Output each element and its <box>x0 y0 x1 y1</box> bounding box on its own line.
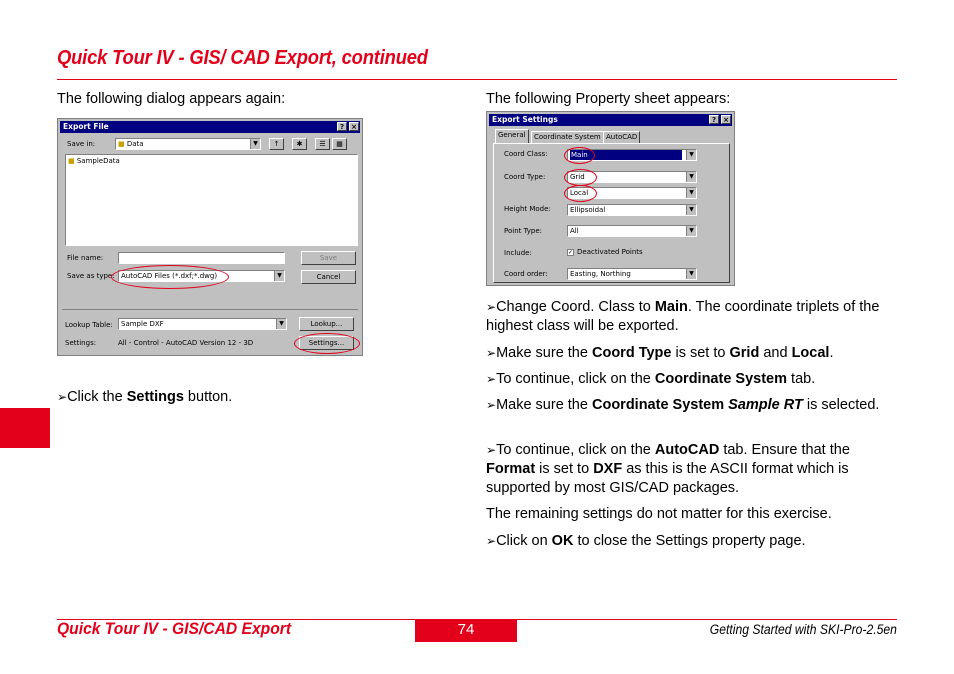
chevron-down-icon: ▼ <box>686 188 696 198</box>
step-text: is selected. <box>802 397 880 413</box>
footer-doc-title: Getting Started with SKI-Pro-2.5en <box>709 622 897 637</box>
tab-coordinate-system[interactable]: Coordinate System <box>531 131 604 143</box>
page-number: 74 <box>415 620 517 642</box>
save-in-value: Data <box>126 140 144 148</box>
chevron-down-icon: ▼ <box>686 226 696 236</box>
step-text: as this is the ASCII format which is supported by most GIS/CAD packages. <box>486 461 849 496</box>
settings-value: All - Control - AutoCAD Version 12 - 3D <box>118 339 254 347</box>
folder-icon: ■ <box>118 140 125 148</box>
chevron-down-icon: ▼ <box>686 205 696 215</box>
export-dialog-titlebar <box>60 121 360 133</box>
step-text: to close the Settings property page. <box>573 533 806 549</box>
step-bold: Coord Type <box>591 345 672 361</box>
file-list[interactable] <box>65 154 358 246</box>
arrow-bullet-icon: ➢ <box>486 372 497 386</box>
details-view-icon[interactable]: ▦ <box>332 138 347 150</box>
step-text: Click the <box>67 389 127 405</box>
page-title: Quick Tour IV - GIS/ CAD Export, continued <box>57 47 428 69</box>
step-text: Make sure the <box>496 397 592 413</box>
step-text: button. <box>183 389 233 405</box>
step-text: is set to <box>535 461 594 477</box>
export-settings-dialog <box>486 111 735 286</box>
lookup-label: Lookup Table: <box>65 321 113 329</box>
settings-dialog-title: Export Settings <box>492 115 558 124</box>
checkmark-icon: ✓ <box>568 248 574 256</box>
coord-type-label: Coord Type: <box>504 173 546 181</box>
step-5 <box>486 441 901 498</box>
arrow-bullet-icon: ➢ <box>486 443 497 457</box>
arrow-bullet-icon: ➢ <box>486 300 497 314</box>
list-view-icon[interactable]: ☰ <box>315 138 330 150</box>
file-name-label: File name: <box>67 254 104 262</box>
list-item[interactable]: SampleData <box>76 157 120 165</box>
step-bold: Local <box>791 345 830 361</box>
step-bold: Format <box>486 461 536 477</box>
arrow-bullet-icon: ➢ <box>486 534 497 548</box>
step-3 <box>486 370 901 389</box>
step-bold: OK <box>551 533 574 549</box>
step-bold: DXF <box>593 461 623 477</box>
step-text: To continue, click on the <box>496 442 655 458</box>
right-intro: The following Property sheet appears: <box>486 91 731 107</box>
coord-class-value: Main <box>570 150 682 160</box>
save-in-select[interactable] <box>115 138 261 150</box>
arrow-bullet-icon: ➢ <box>486 346 497 360</box>
coord-order-select[interactable] <box>567 268 697 280</box>
save-type-label: Save as type: <box>67 272 115 280</box>
include-value: Deactivated Points <box>577 248 643 256</box>
footer-section-title: Quick Tour IV - GIS/CAD Export <box>57 619 292 638</box>
step-1 <box>486 298 901 336</box>
height-mode-select[interactable] <box>567 204 697 216</box>
step-text: Click on <box>496 533 552 549</box>
step-text: is set to <box>671 345 730 361</box>
help-button[interactable]: ? <box>709 115 719 124</box>
chevron-down-icon: ▼ <box>276 319 286 329</box>
point-type-select[interactable] <box>567 225 697 237</box>
settings-label: Settings: <box>65 339 97 347</box>
chevron-down-icon: ▼ <box>686 150 696 160</box>
save-button[interactable]: Save <box>301 251 356 265</box>
chevron-down-icon: ▼ <box>686 269 696 279</box>
step-text: To continue, click on the <box>496 371 655 387</box>
coord-system-select[interactable] <box>567 187 697 199</box>
deactivated-points-checkbox[interactable] <box>567 248 643 256</box>
step-bold: Coordinate System <box>654 371 788 387</box>
include-label: Include: <box>504 249 532 257</box>
step-text: Make sure the <box>496 345 592 361</box>
step-bold: Coordinate System <box>591 397 729 413</box>
close-button[interactable]: × <box>721 115 731 124</box>
step-bold: Grid <box>729 345 760 361</box>
save-type-value: AutoCAD Files (*.dxf;*.dwg) <box>121 272 218 280</box>
tab-autocad[interactable]: AutoCAD <box>603 131 640 143</box>
export-file-dialog <box>57 118 363 356</box>
up-folder-icon[interactable]: ↑ <box>269 138 284 150</box>
divider <box>62 309 358 310</box>
new-folder-icon[interactable]: ✱ <box>292 138 307 150</box>
step-text: and <box>759 345 792 361</box>
step-bold: Main <box>654 299 688 315</box>
coord-type-select[interactable] <box>567 171 697 183</box>
left-intro: The following dialog appears again: <box>57 91 286 107</box>
lookup-value: Sample DXF <box>121 320 164 328</box>
coord-type-value: Grid <box>570 173 585 181</box>
coord-order-value: Easting, Northing <box>570 270 631 278</box>
title-divider <box>57 79 897 80</box>
step-bold: Settings <box>126 389 184 405</box>
step-2 <box>486 344 901 363</box>
folder-icon: ■ <box>68 157 75 165</box>
step-text: . <box>829 345 834 361</box>
chevron-down-icon: ▼ <box>274 271 284 281</box>
coord-class-label: Coord Class: <box>504 150 548 158</box>
help-button[interactable]: ? <box>337 122 347 131</box>
coord-order-label: Coord order: <box>504 270 548 278</box>
file-name-input[interactable] <box>118 252 285 264</box>
height-mode-value: Ellipsoidal <box>570 206 606 214</box>
step-text: The remaining settings do not matter for this exercise. <box>486 506 832 522</box>
close-button[interactable]: × <box>349 122 359 131</box>
step-text: Change Coord. Class to <box>496 299 655 315</box>
point-type-value: All <box>570 227 579 235</box>
point-type-label: Point Type: <box>504 227 543 235</box>
step-bold-italic: Sample RT <box>728 397 803 413</box>
cancel-button[interactable]: Cancel <box>301 270 356 284</box>
settings-button[interactable]: Settings... <box>299 336 354 350</box>
height-mode-label: Height Mode: <box>504 205 551 213</box>
step-4 <box>486 396 901 415</box>
arrow-bullet-icon: ➢ <box>57 390 68 404</box>
lookup-table-select[interactable] <box>118 318 287 330</box>
chevron-down-icon: ▼ <box>250 139 260 149</box>
settings-dialog-titlebar <box>489 114 732 126</box>
coord-system-value: Local <box>570 189 589 197</box>
step-text: tab. Ensure that the <box>719 442 850 458</box>
lookup-button[interactable]: Lookup... <box>299 317 354 331</box>
chevron-down-icon: ▼ <box>686 172 696 182</box>
step-text: . The coordinate triplets of the highest class will be exported. <box>486 299 880 334</box>
coord-class-select[interactable] <box>567 149 697 161</box>
step-text: tab. <box>787 371 816 387</box>
red-side-tab <box>0 408 50 448</box>
save-in-label: Save in: <box>67 140 96 148</box>
arrow-bullet-icon: ➢ <box>486 398 497 412</box>
save-type-select[interactable] <box>118 270 285 282</box>
tab-general[interactable]: General <box>495 129 529 143</box>
step-6 <box>486 505 901 524</box>
step-bold: AutoCAD <box>654 442 720 458</box>
export-dialog-title: Export File <box>63 122 109 131</box>
left-step <box>57 388 232 407</box>
step-7 <box>486 532 901 551</box>
